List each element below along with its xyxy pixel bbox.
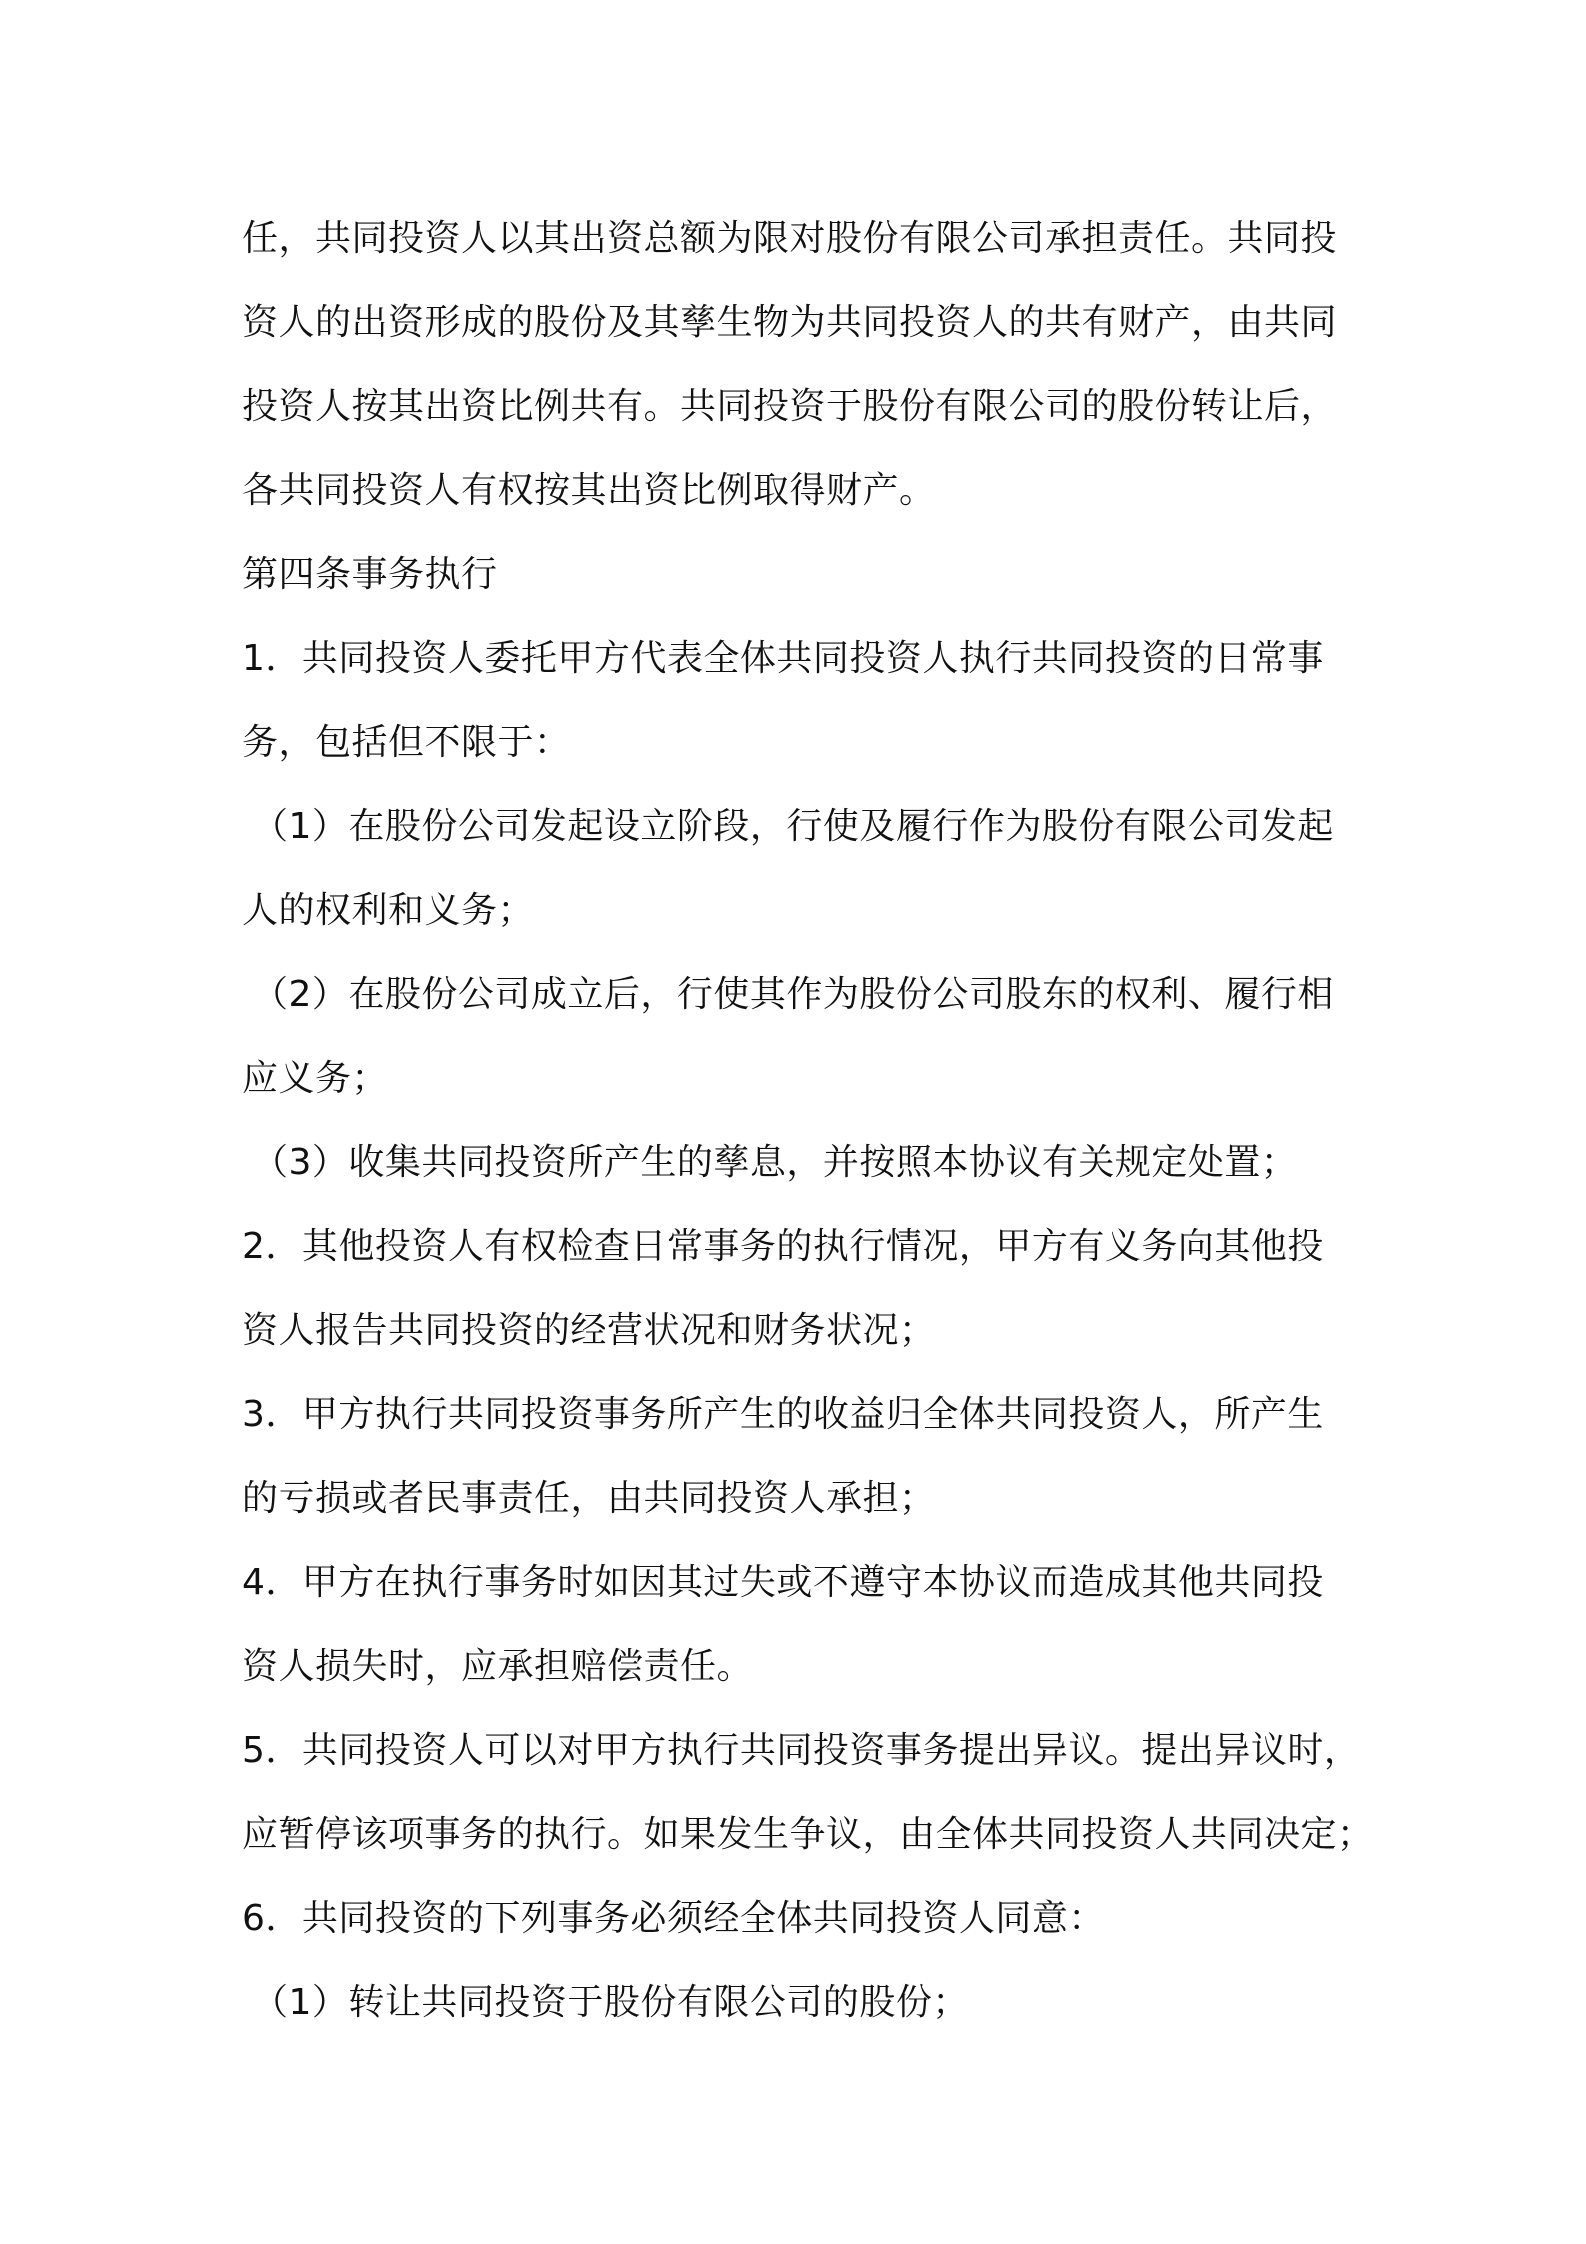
paragraph-line-1: 任，共同投资人以其出资总额为限对股份有限公司承担责任。共同投 xyxy=(242,218,1338,259)
clause-4-line-2: 资人损失时，应承担赔偿责任。 xyxy=(242,1646,754,1687)
clause-6-subclause-1: （1）转让共同投资于股份有限公司的股份； xyxy=(252,1982,969,2023)
clause-1-line-1: 1．共同投资人委托甲方代表全体共同投资人执行共同投资的日常事 xyxy=(242,638,1324,679)
subclause-3-line-1: （3）收集共同投资所产生的孳息，并按照本协议有关规定处置； xyxy=(252,1142,1298,1183)
clause-3-line-1: 3．甲方执行共同投资事务所产生的收益归全体共同投资人，所产生 xyxy=(242,1394,1324,1435)
subclause-1-line-2: 人的权利和义务； xyxy=(242,890,535,931)
clause-6-line-1: 6．共同投资的下列事务必须经全体共同投资人同意： xyxy=(242,1898,1105,1939)
paragraph-line-2: 资人的出资形成的股份及其孳生物为共同投资人的共有财产，由共同 xyxy=(242,302,1338,343)
clause-3-line-2: 的亏损或者民事责任，由共同投资人承担； xyxy=(242,1478,936,1519)
paragraph-line-3: 投资人按其出资比例共有。共同投资于股份有限公司的股份转让后， xyxy=(242,386,1338,427)
clause-5-line-2: 应暂停该项事务的执行。如果发生争议，由全体共同投资人共同决定； xyxy=(242,1814,1374,1855)
subclause-1-line-1: （1）在股份公司发起设立阶段，行使及履行作为股份有限公司发起 xyxy=(252,806,1334,847)
subclause-2-line-2: 应义务； xyxy=(242,1058,389,1099)
paragraph-line-4: 各共同投资人有权按其出资比例取得财产。 xyxy=(242,470,936,511)
clause-1-line-2: 务，包括但不限于： xyxy=(242,722,571,763)
clause-2-line-1: 2．其他投资人有权检查日常事务的执行情况，甲方有义务向其他投 xyxy=(242,1226,1324,1267)
subclause-2-line-1: （2）在股份公司成立后，行使其作为股份公司股东的权利、履行相 xyxy=(252,974,1334,1015)
clause-5-line-1: 5．共同投资人可以对甲方执行共同投资事务提出异议。提出异议时， xyxy=(242,1730,1361,1771)
clause-2-line-2: 资人报告共同投资的经营状况和财务状况； xyxy=(242,1310,936,1351)
document-body xyxy=(242,197,1374,2045)
clause-4-line-1: 4．甲方在执行事务时如因其过失或不遵守本协议而造成其他共同投 xyxy=(242,1562,1324,1603)
section-heading: 第四条事务执行 xyxy=(242,554,498,595)
